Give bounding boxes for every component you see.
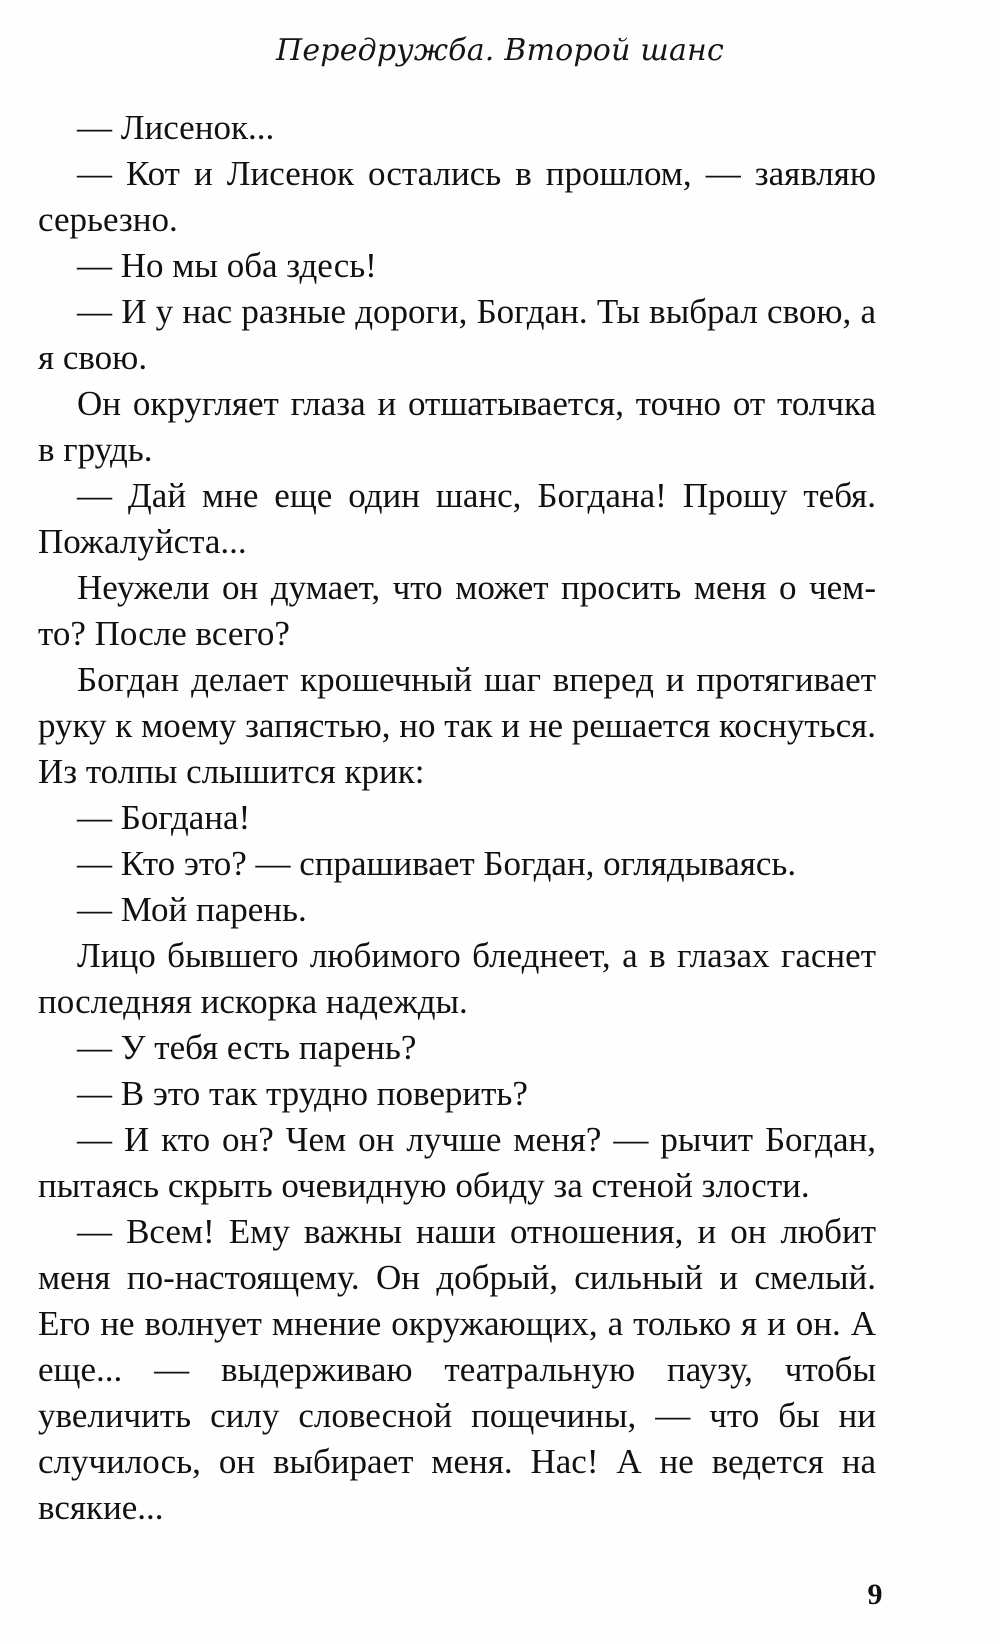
paragraph: — В это так трудно поверить? bbox=[77, 1074, 528, 1113]
paragraph: — Богдана! bbox=[77, 798, 251, 837]
paragraph: — Всем! Ему важны наши отношения, и он любит меня по-настоящему. Он добрый, сильный и смелый. Его не волнует мнение окружающих, а только я и он. А еще... — выдерживаю театральную паузу, чтобы увеличить силу словесной пощечины, — что бы ни случилось, он выбирает меня. Нас! А не ведется на всякие... bbox=[38, 1212, 876, 1527]
paragraph: Он округляет глаза и отшатывается, точно от толчка в грудь. bbox=[38, 384, 876, 469]
paragraph: — Дай мне еще один шанс, Богдана! Прошу тебя. Пожалуйста... bbox=[38, 476, 876, 561]
paragraph: — Кто это? — спрашивает Богдан, оглядываясь. bbox=[77, 844, 797, 883]
paragraph: — И у нас разные дороги, Богдан. Ты выбрал свою, а я свою. bbox=[38, 292, 876, 377]
paragraph: Лицо бывшего любимого бледнеет, а в глазах гаснет последняя искорка надежды. bbox=[38, 936, 876, 1021]
paragraph: — Но мы оба здесь! bbox=[77, 246, 377, 285]
paragraph: — У тебя есть парень? bbox=[77, 1028, 417, 1067]
paragraph: Богдан делает крошечный шаг вперед и протягивает руку к моему запястью, но так и не решается коснуться. Из толпы слышится крик: bbox=[38, 660, 876, 791]
paragraph: — И кто он? Чем он лучше меня? — рычит Богдан, пытаясь скрыть очевидную обиду за стеной злости. bbox=[38, 1120, 876, 1205]
paragraph: — Мой парень. bbox=[77, 890, 307, 929]
paragraph: Неужели он думает, что может просить меня о чем-то? После всего? bbox=[38, 568, 876, 653]
body-text bbox=[38, 105, 876, 1531]
page-number: 9 bbox=[867, 1578, 883, 1611]
running-header: Передружба. Второй шанс bbox=[275, 33, 724, 68]
paragraph: — Лисенок... bbox=[77, 108, 275, 147]
paragraph: — Кот и Лисенок остались в прошлом, — заявляю серьезно. bbox=[38, 154, 876, 239]
